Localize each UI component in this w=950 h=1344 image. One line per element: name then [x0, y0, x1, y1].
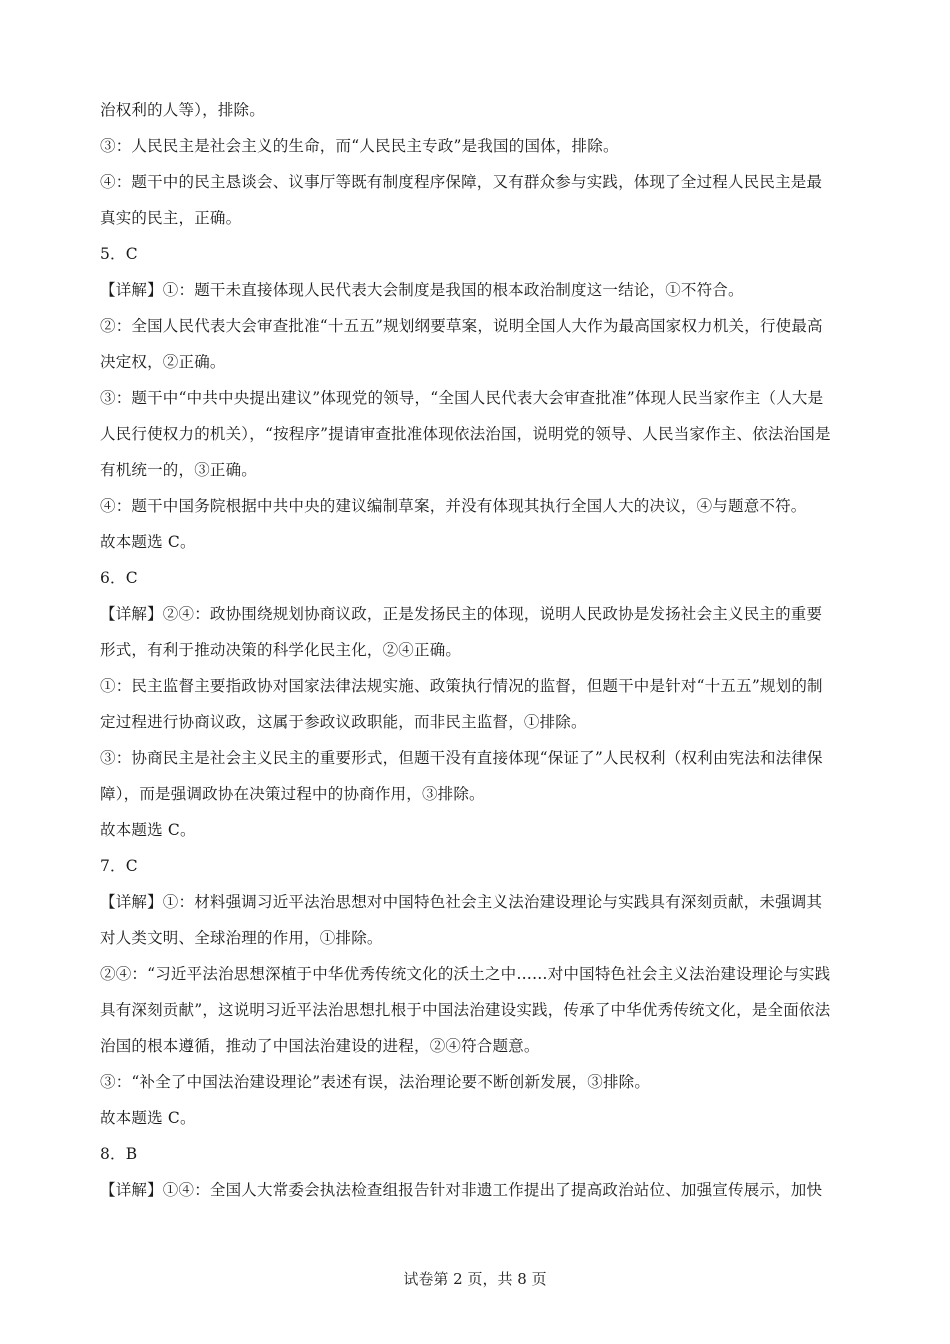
- text-line: 治权利的人等），排除。: [100, 101, 265, 119]
- text-line: 具有深刻贡献”，这说明习近平法治思想扎根于中国法治建设实践，传承了中华优秀传统文化，是全面依法: [100, 1001, 831, 1019]
- text-line: ③：协商民主是社会主义民主的重要形式，但题干没有直接体现“保证了”人民权利（权利由宪法和法律保: [100, 749, 823, 767]
- question-number: 5．C: [100, 245, 138, 263]
- document-body: [100, 92, 855, 1208]
- text-line: 障），而是强调政协在决策过程中的协商作用，③排除。: [100, 785, 485, 803]
- text-line: ④：题干中的民主恳谈会、议事厅等既有制度程序保障，又有群众参与实践，体现了全过程人民民主是最: [100, 173, 823, 191]
- text-line: 真实的民主，正确。: [100, 209, 242, 227]
- text-line: ③：题干中“中共中央提出建议”体现党的领导，“全国人民代表大会审查批准”体现人民当家作主（人大是: [100, 389, 824, 407]
- text-line: 有机统一的，③正确。: [100, 461, 258, 479]
- text-line: ①：民主监督主要指政协对国家法律法规实施、政策执行情况的监督，但题干中是针对“十五五”规划的制: [100, 677, 823, 695]
- page-footer: 试卷第 2 页，共 8 页: [403, 1270, 547, 1288]
- answer-conclusion: 故本题选 C。: [100, 533, 196, 551]
- text-line: ③：“补全了中国法治建设理论”表述有误，法治理论要不断创新发展，③排除。: [100, 1073, 651, 1091]
- text-line: 【详解】①④：全国人大常委会执法检查组报告针对非遗工作提出了提高政治站位、加强宣传展示，加快: [100, 1181, 823, 1199]
- question-number: 7．C: [100, 857, 138, 875]
- answer-conclusion: 故本题选 C。: [100, 821, 196, 839]
- text-line: 【详解】①：材料强调习近平法治思想对中国特色社会主义法治建设理论与实践具有深刻贡献，未强调其: [100, 893, 823, 911]
- text-line: ②④：“习近平法治思想深植于中华优秀传统文化的沃土之中……对中国特色社会主义法治建设理论与实践: [100, 965, 831, 983]
- text-line: 【详解】①：题干未直接体现人民代表大会制度是我国的根本政治制度这一结论，①不符合。: [100, 281, 744, 299]
- text-line: 形式，有利于推动决策的科学化民主化，②④正确。: [100, 641, 462, 659]
- question-number: 8．B: [100, 1145, 138, 1163]
- text-line: 【详解】②④：政协围绕规划协商议政，正是发扬民主的体现，说明人民政协是发扬社会主义民主的重要: [100, 605, 823, 623]
- answer-conclusion: 故本题选 C。: [100, 1109, 196, 1127]
- text-line: 治国的根本遵循，推动了中国法治建设的进程，②④符合题意。: [100, 1037, 540, 1055]
- question-number: 6．C: [100, 569, 138, 587]
- text-line: ④：题干中国务院根据中共中央的建议编制草案，并没有体现其执行全国人大的决议，④与题意不符。: [100, 497, 807, 515]
- text-line: 人民行使权力的机关），“按程序”提请审查批准体现依法治国，说明党的领导、人民当家作主、依法治国是: [100, 425, 831, 443]
- text-line: ②：全国人民代表大会审查批准“十五五”规划纲要草案，说明全国人大作为最高国家权力机关，行使最高: [100, 317, 823, 335]
- text-line: ③：人民民主是社会主义的生命，而“人民民主专政”是我国的国体，排除。: [100, 137, 619, 155]
- text-line: 定过程进行协商议政，这属于参政议政职能，而非民主监督，①排除。: [100, 713, 587, 731]
- text-line: 对人类文明、全球治理的作用，①排除。: [100, 929, 383, 947]
- text-line: 决定权，②正确。: [100, 353, 226, 371]
